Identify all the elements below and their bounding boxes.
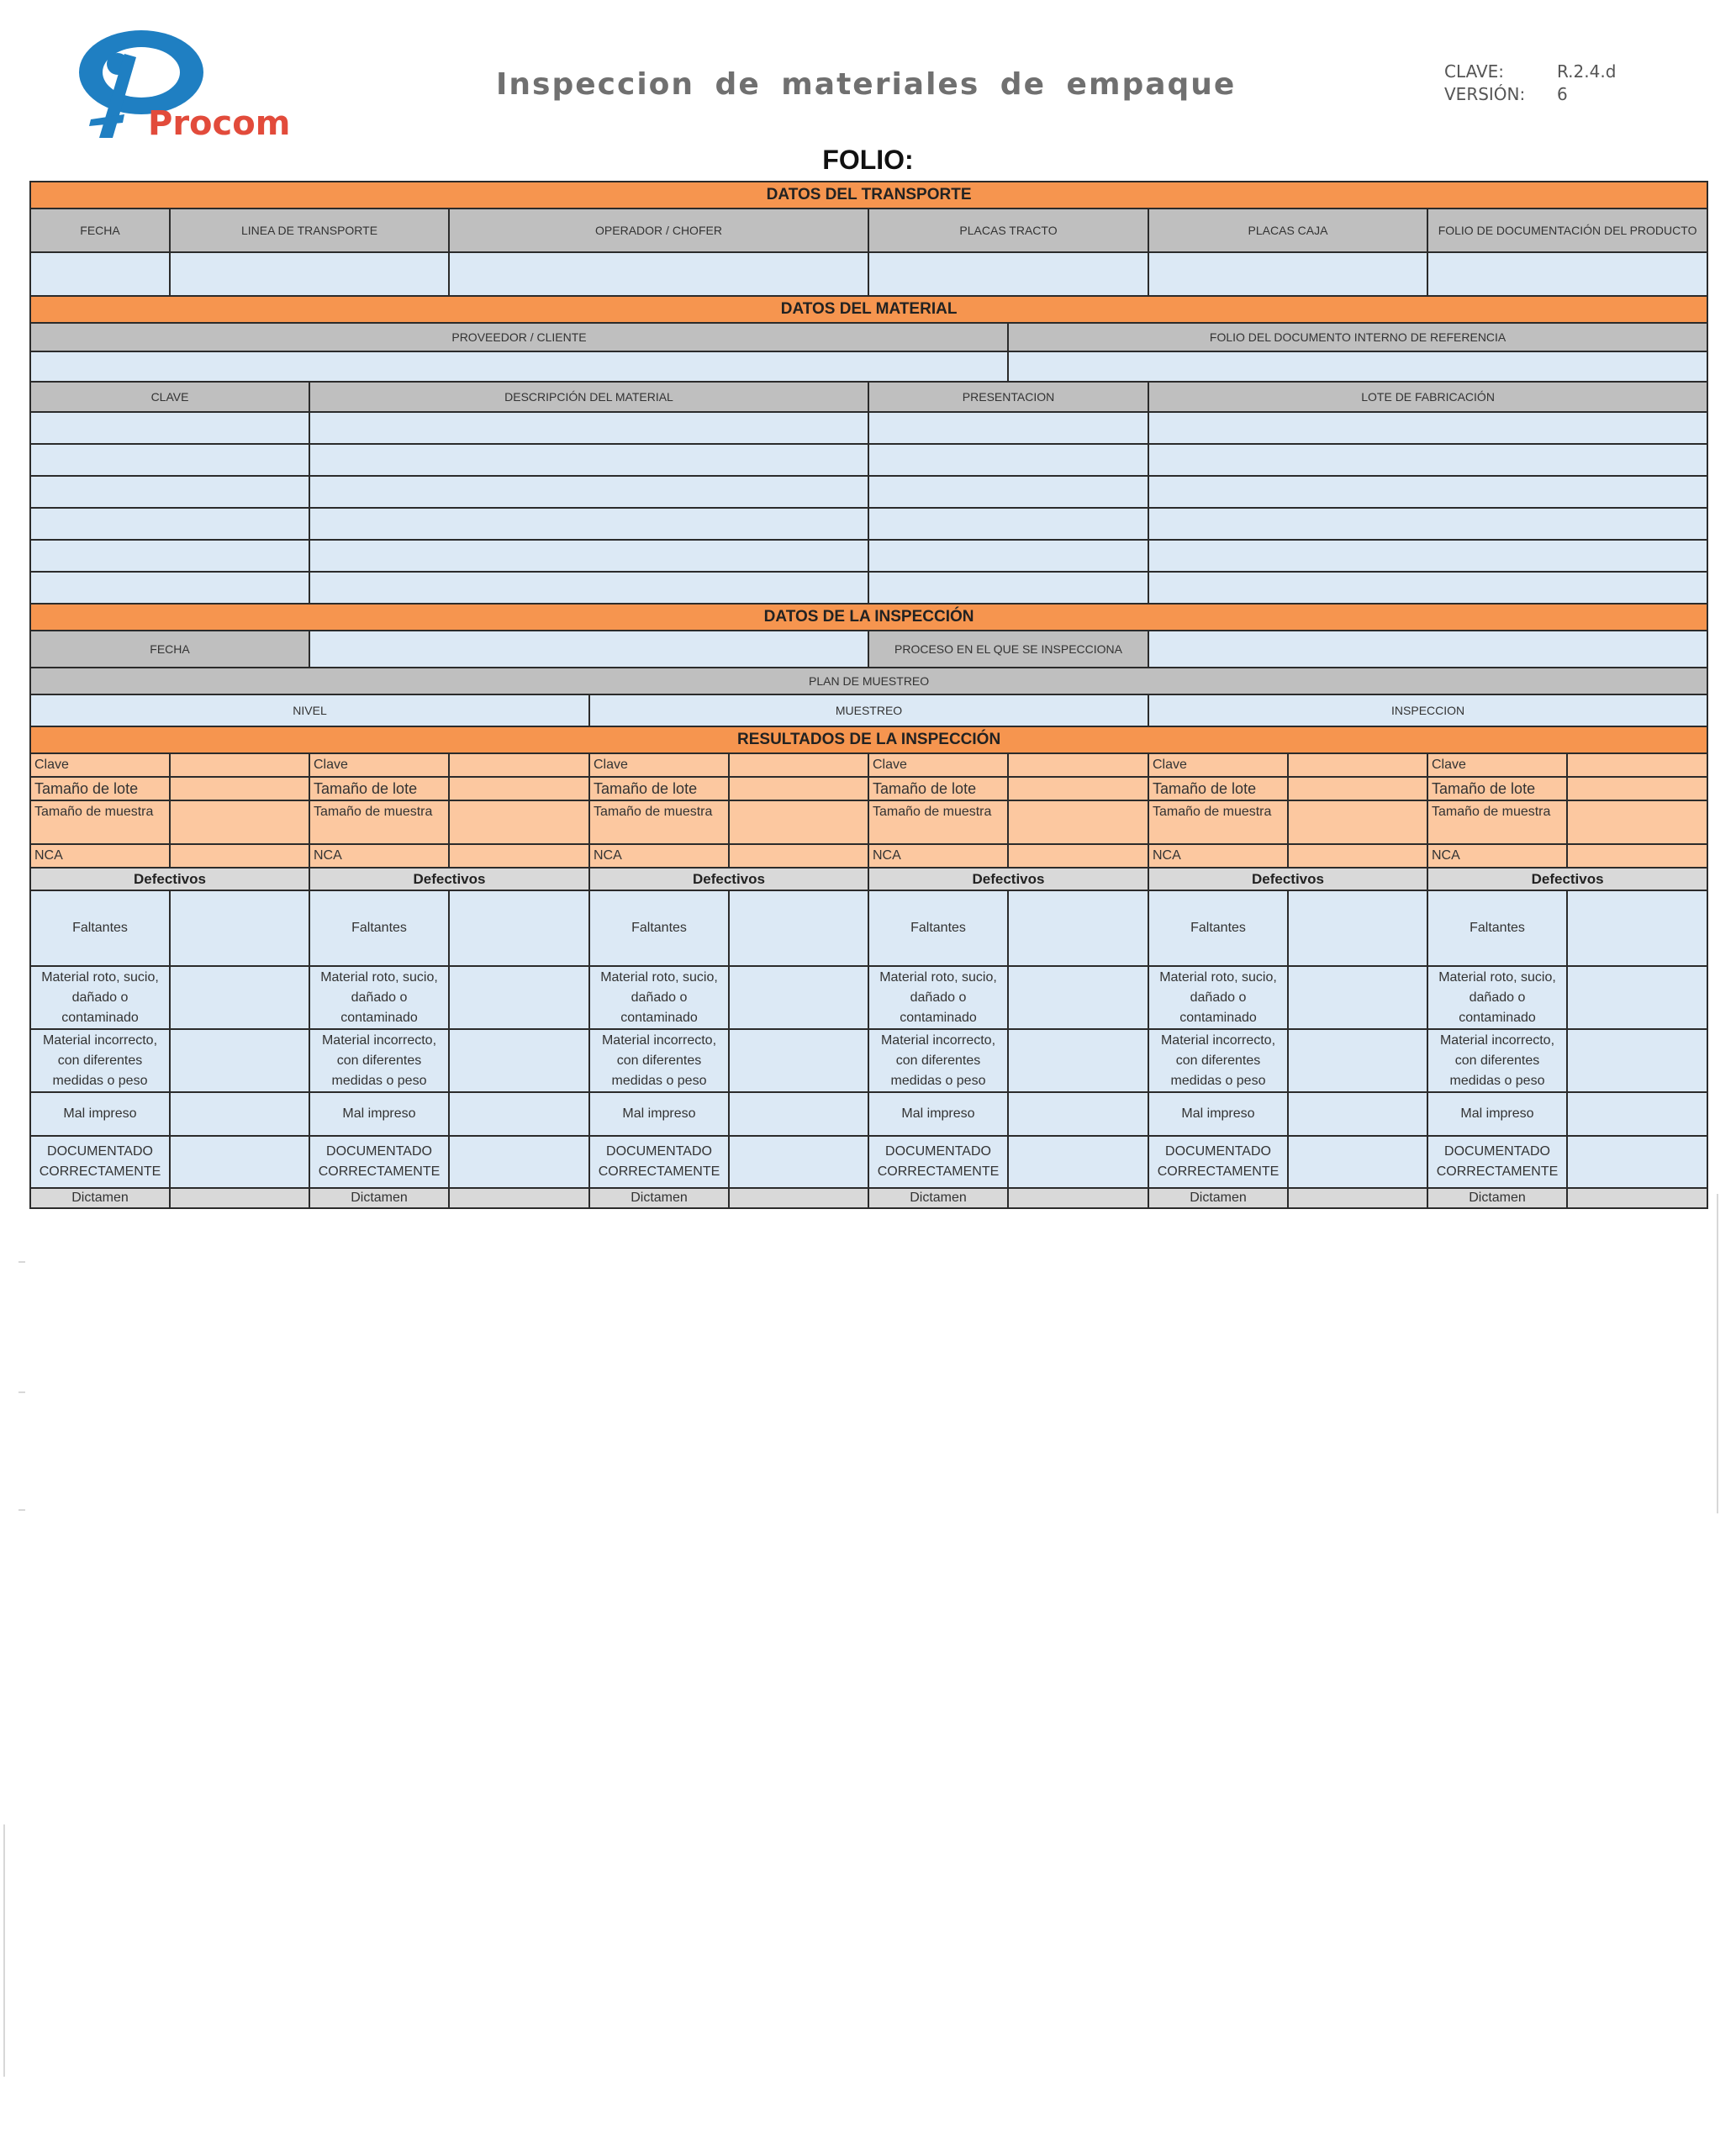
version-label: VERSIÓN: <box>1444 84 1526 104</box>
clave-label: Clave <box>309 753 449 777</box>
col-lote-fabricacion: LOTE DE FABRICACIÓN <box>1148 382 1707 412</box>
clave-label: Clave <box>1148 753 1288 777</box>
mal-impreso-field[interactable] <box>170 1092 309 1136</box>
tam-muestra-field[interactable] <box>449 800 589 844</box>
dictamen-label: Dictamen <box>30 1188 170 1208</box>
section-resultados: RESULTADOS DE LA INSPECCIÓN <box>30 726 1707 753</box>
col-proveedor: PROVEEDOR / CLIENTE <box>30 323 1008 351</box>
descripcion-field[interactable] <box>309 412 868 444</box>
faltantes-label: Faltantes <box>30 890 170 966</box>
faltantes-field[interactable] <box>1288 890 1427 966</box>
mal-impreso-label: Mal impreso <box>309 1092 449 1136</box>
clave-field[interactable] <box>30 476 309 508</box>
tam-lote-field[interactable] <box>1288 777 1427 800</box>
tam-muestra-field[interactable] <box>729 800 868 844</box>
dictamen-label: Dictamen <box>1148 1188 1288 1208</box>
col-folio-interno: FOLIO DEL DOCUMENTO INTERNO DE REFERENCIA <box>1008 323 1707 351</box>
documentado-label: DOCUMENTADO CORRECTAMENTE <box>1148 1136 1288 1188</box>
documentado-field[interactable] <box>449 1136 589 1188</box>
lote-field[interactable] <box>1148 572 1707 604</box>
nca-field[interactable] <box>1567 844 1707 868</box>
documentado-label: DOCUMENTADO CORRECTAMENTE <box>30 1136 170 1188</box>
clave-value: R.2.4.d <box>1557 61 1617 82</box>
lote-field[interactable] <box>1148 412 1707 444</box>
nca-label: NCA <box>30 844 170 868</box>
placas-tracto-field[interactable] <box>868 252 1148 296</box>
faltantes-field[interactable] <box>170 890 309 966</box>
scan-artifact <box>18 1391 25 1393</box>
mal-impreso-field[interactable] <box>1288 1092 1427 1136</box>
clave-label: Clave <box>868 753 1008 777</box>
roto-field[interactable] <box>1288 966 1427 1029</box>
nca-field[interactable] <box>449 844 589 868</box>
dictamen-label: Dictamen <box>1427 1188 1567 1208</box>
dictamen-label: Dictamen <box>868 1188 1008 1208</box>
label-fecha-inspeccion: FECHA <box>30 631 309 668</box>
proceso-field[interactable] <box>1148 631 1707 668</box>
clave-field[interactable] <box>30 412 309 444</box>
operador-field[interactable] <box>449 252 868 296</box>
incorrecto-label: Material incorrecto, con diferentes medidas o peso <box>309 1029 449 1092</box>
label-proceso: PROCESO EN EL QUE SE INSPECCIONA <box>868 631 1148 668</box>
nca-label: NCA <box>589 844 729 868</box>
form-table <box>29 181 1708 1209</box>
roto-field[interactable] <box>1008 966 1148 1029</box>
col-fecha: FECHA <box>30 209 170 252</box>
scan-artifact <box>3 1824 5 2077</box>
section-material: DATOS DEL MATERIAL <box>30 296 1707 323</box>
nca-field[interactable] <box>1288 844 1427 868</box>
documentado-label: DOCUMENTADO CORRECTAMENTE <box>589 1136 729 1188</box>
clave-value-field[interactable] <box>729 753 868 777</box>
roto-field[interactable] <box>170 966 309 1029</box>
roto-label: Material roto, sucio, dañado o contaminado <box>868 966 1008 1029</box>
document-header <box>0 0 1736 147</box>
label-plan-muestreo: PLAN DE MUESTREO <box>30 668 1707 694</box>
roto-label: Material roto, sucio, dañado o contaminado <box>1148 966 1288 1029</box>
defectivos-header: Defectivos <box>868 868 1148 890</box>
tam-lote-field[interactable] <box>449 777 589 800</box>
linea-transporte-field[interactable] <box>170 252 449 296</box>
lote-field[interactable] <box>1148 476 1707 508</box>
tam-lote-label: Tamaño de lote <box>1148 777 1288 800</box>
scan-artifact <box>18 1261 25 1263</box>
incorrecto-label: Material incorrecto, con diferentes medidas o peso <box>1148 1029 1288 1092</box>
incorrecto-field[interactable] <box>1567 1029 1707 1092</box>
documentado-label: DOCUMENTADO CORRECTAMENTE <box>309 1136 449 1188</box>
mal-impreso-label: Mal impreso <box>1148 1092 1288 1136</box>
documentado-field[interactable] <box>1567 1136 1707 1188</box>
incorrecto-field[interactable] <box>1008 1029 1148 1092</box>
dictamen-label: Dictamen <box>589 1188 729 1208</box>
tam-lote-field[interactable] <box>729 777 868 800</box>
clave-value-field[interactable] <box>1288 753 1427 777</box>
dictamen-field[interactable] <box>449 1188 589 1208</box>
tam-lote-label: Tamaño de lote <box>1427 777 1567 800</box>
dictamen-field[interactable] <box>729 1188 868 1208</box>
folio-label: FOLIO: <box>822 145 914 175</box>
section-transporte: DATOS DEL TRANSPORTE <box>30 182 1707 209</box>
dictamen-field[interactable] <box>1008 1188 1148 1208</box>
documentado-label: DOCUMENTADO CORRECTAMENTE <box>1427 1136 1567 1188</box>
presentacion-field[interactable] <box>868 412 1148 444</box>
incorrecto-field[interactable] <box>729 1029 868 1092</box>
documentado-field[interactable] <box>170 1136 309 1188</box>
nca-field[interactable] <box>170 844 309 868</box>
placas-caja-field[interactable] <box>1148 252 1427 296</box>
col-operador: OPERADOR / CHOFER <box>449 209 868 252</box>
lote-field[interactable] <box>1148 508 1707 540</box>
procom-logo <box>74 20 293 142</box>
tam-muestra-field[interactable] <box>170 800 309 844</box>
nca-label: NCA <box>309 844 449 868</box>
defectivos-header: Defectivos <box>30 868 309 890</box>
tam-lote-field[interactable] <box>170 777 309 800</box>
defectivos-header: Defectivos <box>1148 868 1427 890</box>
tam-muestra-label: Tamaño de muestra <box>589 800 729 844</box>
clave-value-field[interactable] <box>170 753 309 777</box>
nca-label: NCA <box>868 844 1008 868</box>
svg-text:Procom: Procom <box>148 104 291 142</box>
mal-impreso-field[interactable] <box>1567 1092 1707 1136</box>
scan-artifact <box>18 1509 25 1511</box>
col-clave: CLAVE <box>30 382 309 412</box>
documentado-field[interactable] <box>1008 1136 1148 1188</box>
faltantes-field[interactable] <box>449 890 589 966</box>
tam-lote-field[interactable] <box>1008 777 1148 800</box>
mal-impreso-label: Mal impreso <box>1427 1092 1567 1136</box>
incorrecto-field[interactable] <box>1288 1029 1427 1092</box>
clave-label: Clave <box>1427 753 1567 777</box>
inspeccion-field[interactable]: INSPECCION <box>1148 694 1707 726</box>
fecha-field[interactable] <box>30 252 170 296</box>
nca-label: NCA <box>1427 844 1567 868</box>
documentado-field[interactable] <box>729 1136 868 1188</box>
document-title: Inspeccion de materiales de empaque <box>496 67 1237 102</box>
dictamen-field[interactable] <box>170 1188 309 1208</box>
col-folio-documentacion: FOLIO DE DOCUMENTACIÓN DEL PRODUCTO <box>1427 209 1707 252</box>
clave-value-field[interactable] <box>1008 753 1148 777</box>
faltantes-label: Faltantes <box>309 890 449 966</box>
roto-field[interactable] <box>729 966 868 1029</box>
clave-field[interactable] <box>30 444 309 476</box>
fecha-inspeccion-field[interactable] <box>309 631 868 668</box>
faltantes-label: Faltantes <box>1148 890 1288 966</box>
descripcion-field[interactable] <box>309 444 868 476</box>
tam-lote-label: Tamaño de lote <box>589 777 729 800</box>
col-presentacion: PRESENTACION <box>868 382 1148 412</box>
faltantes-field[interactable] <box>1008 890 1148 966</box>
clave-value-field[interactable] <box>449 753 589 777</box>
tam-muestra-label: Tamaño de muestra <box>1427 800 1567 844</box>
col-placas-tracto: PLACAS TRACTO <box>868 209 1148 252</box>
presentacion-field[interactable] <box>868 572 1148 604</box>
roto-label: Material roto, sucio, dañado o contaminado <box>30 966 170 1029</box>
incorrecto-label: Material incorrecto, con diferentes medidas o peso <box>30 1029 170 1092</box>
roto-label: Material roto, sucio, dañado o contaminado <box>1427 966 1567 1029</box>
nca-field[interactable] <box>729 844 868 868</box>
incorrecto-label: Material incorrecto, con diferentes medidas o peso <box>1427 1029 1567 1092</box>
nivel-field[interactable]: NIVEL <box>30 694 589 726</box>
tam-lote-label: Tamaño de lote <box>868 777 1008 800</box>
nca-label: NCA <box>1148 844 1288 868</box>
clave-field[interactable] <box>30 508 309 540</box>
defectivos-header: Defectivos <box>309 868 589 890</box>
defectivos-header: Defectivos <box>1427 868 1707 890</box>
roto-label: Material roto, sucio, dañado o contaminado <box>589 966 729 1029</box>
dictamen-field[interactable] <box>1288 1188 1427 1208</box>
defectivos-header: Defectivos <box>589 868 868 890</box>
presentacion-field[interactable] <box>868 508 1148 540</box>
lote-field[interactable] <box>1148 540 1707 572</box>
mal-impreso-label: Mal impreso <box>868 1092 1008 1136</box>
tam-lote-field[interactable] <box>1567 777 1707 800</box>
inspection-form <box>29 181 1707 1209</box>
mal-impreso-field[interactable] <box>449 1092 589 1136</box>
tam-muestra-field[interactable] <box>1567 800 1707 844</box>
clave-label: Clave <box>589 753 729 777</box>
faltantes-field[interactable] <box>729 890 868 966</box>
roto-field[interactable] <box>1567 966 1707 1029</box>
mal-impreso-field[interactable] <box>1008 1092 1148 1136</box>
version-value: 6 <box>1557 84 1568 104</box>
descripcion-field[interactable] <box>309 476 868 508</box>
tam-muestra-label: Tamaño de muestra <box>868 800 1008 844</box>
faltantes-label: Faltantes <box>868 890 1008 966</box>
incorrecto-label: Material incorrecto, con diferentes medidas o peso <box>589 1029 729 1092</box>
tam-muestra-field[interactable] <box>1008 800 1148 844</box>
folio-interno-field[interactable] <box>1008 351 1707 382</box>
incorrecto-field[interactable] <box>170 1029 309 1092</box>
mal-impreso-label: Mal impreso <box>589 1092 729 1136</box>
clave-value-field[interactable] <box>1567 753 1707 777</box>
documentado-field[interactable] <box>1288 1136 1427 1188</box>
descripcion-field[interactable] <box>309 508 868 540</box>
tam-lote-label: Tamaño de lote <box>309 777 449 800</box>
incorrecto-field[interactable] <box>449 1029 589 1092</box>
presentacion-field[interactable] <box>868 540 1148 572</box>
incorrecto-label: Material incorrecto, con diferentes medidas o peso <box>868 1029 1008 1092</box>
roto-field[interactable] <box>449 966 589 1029</box>
documentado-label: DOCUMENTADO CORRECTAMENTE <box>868 1136 1008 1188</box>
col-linea-transporte: LINEA DE TRANSPORTE <box>170 209 449 252</box>
roto-label: Material roto, sucio, dañado o contaminado <box>309 966 449 1029</box>
mal-impreso-label: Mal impreso <box>30 1092 170 1136</box>
faltantes-label: Faltantes <box>1427 890 1567 966</box>
descripcion-field[interactable] <box>309 572 868 604</box>
nca-field[interactable] <box>1008 844 1148 868</box>
clave-label: CLAVE: <box>1444 61 1505 82</box>
col-placas-caja: PLACAS CAJA <box>1148 209 1427 252</box>
proveedor-field[interactable] <box>30 351 1008 382</box>
tam-lote-label: Tamaño de lote <box>30 777 170 800</box>
scan-artifact <box>1717 1194 1718 1513</box>
descripcion-field[interactable] <box>309 540 868 572</box>
clave-field[interactable] <box>30 572 309 604</box>
faltantes-field[interactable] <box>1567 890 1707 966</box>
tam-muestra-label: Tamaño de muestra <box>1148 800 1288 844</box>
clave-field[interactable] <box>30 540 309 572</box>
tam-muestra-field[interactable] <box>1288 800 1427 844</box>
presentacion-field[interactable] <box>868 476 1148 508</box>
section-inspeccion: DATOS DE LA INSPECCIÓN <box>30 604 1707 631</box>
muestreo-field[interactable]: MUESTREO <box>589 694 1148 726</box>
mal-impreso-field[interactable] <box>729 1092 868 1136</box>
clave-label: Clave <box>30 753 170 777</box>
col-descripcion: DESCRIPCIÓN DEL MATERIAL <box>309 382 868 412</box>
folio-documentacion-field[interactable] <box>1427 252 1707 296</box>
tam-muestra-label: Tamaño de muestra <box>30 800 170 844</box>
dictamen-label: Dictamen <box>309 1188 449 1208</box>
presentacion-field[interactable] <box>868 444 1148 476</box>
lote-field[interactable] <box>1148 444 1707 476</box>
dictamen-field[interactable] <box>1567 1188 1707 1208</box>
document-meta <box>1444 61 1616 106</box>
tam-muestra-label: Tamaño de muestra <box>309 800 449 844</box>
faltantes-label: Faltantes <box>589 890 729 966</box>
